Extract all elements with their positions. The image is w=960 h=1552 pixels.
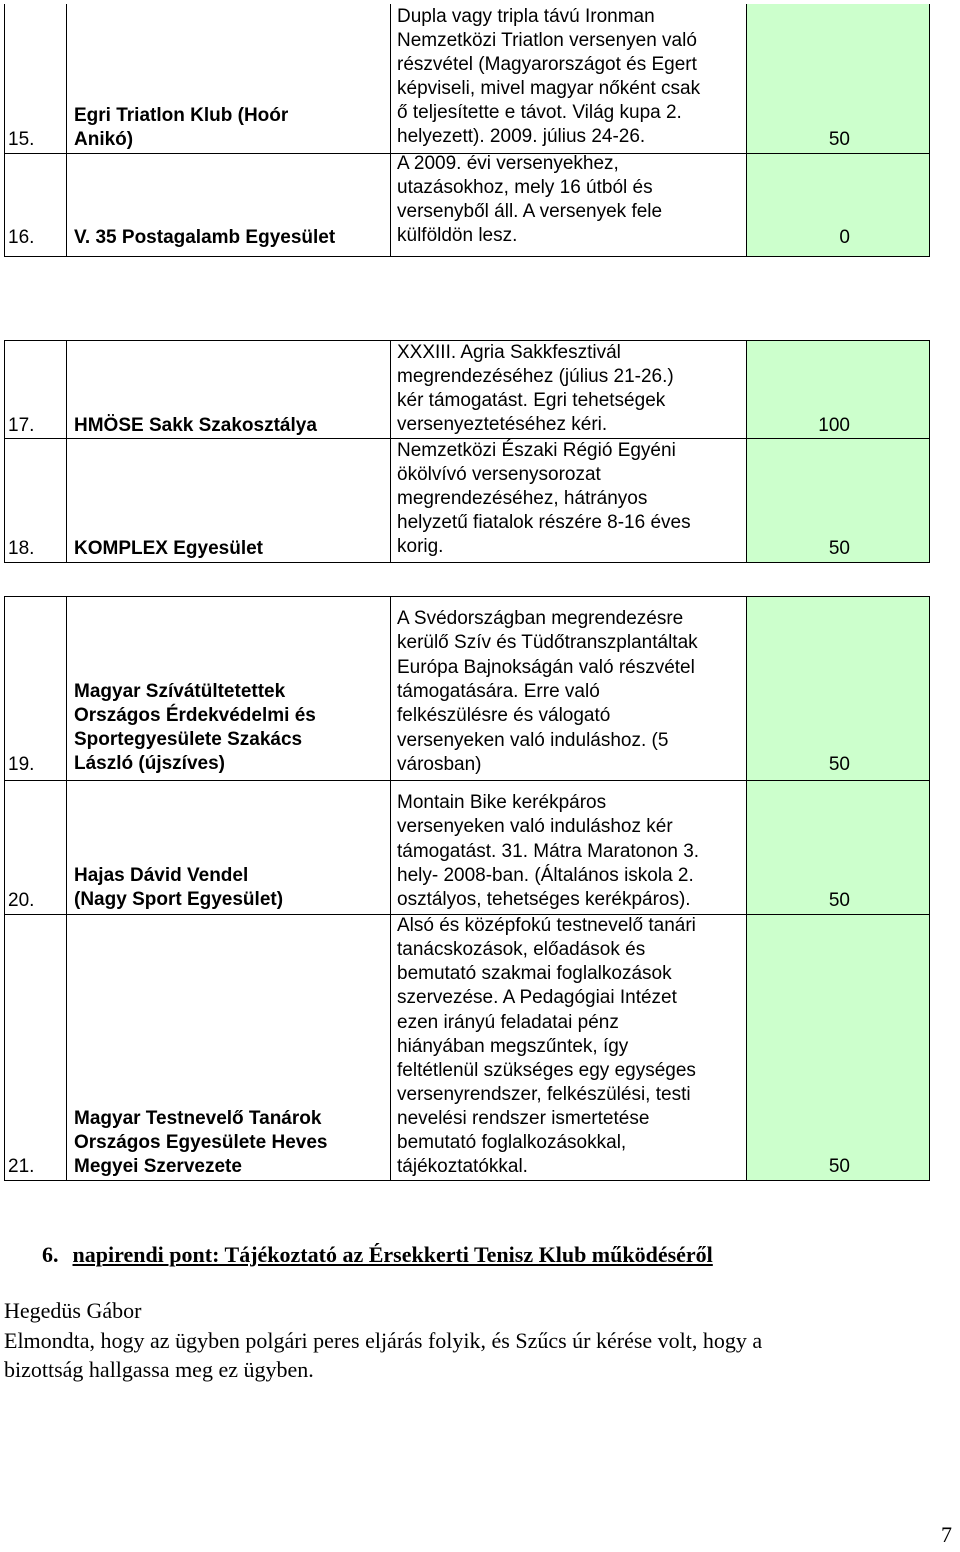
purpose-text: utazásokhoz, mely 16 útból és (397, 177, 653, 198)
purpose-text: korig. (397, 536, 444, 557)
row-number: 16. (8, 227, 35, 248)
purpose-text: hiányában megszűntek, így (397, 1036, 629, 1057)
organization-name: Magyar Szívátültetettek (74, 681, 286, 702)
purpose-text: támogatást. 31. Mátra Maratonon 3. (397, 841, 700, 862)
purpose-text: A 2009. évi versenyekhez, (397, 153, 619, 174)
purpose-text: ő teljesítette e távot. Világ kupa 2. (397, 102, 682, 123)
amount-value: 50 (828, 538, 850, 559)
purpose-text: osztályos, tehetséges kerékpáros). (397, 889, 691, 910)
amount-value: 50 (828, 754, 850, 775)
organization-name: Magyar Testnevelő Tanárok (74, 1108, 322, 1129)
purpose-text: támogatására. Erre való (397, 681, 600, 702)
organization-name: Anikó) (74, 129, 134, 150)
purpose-text: megrendezéséhez, hátrányos (397, 488, 648, 509)
organization-name: HMÖSE Sakk Szakosztálya (74, 415, 317, 436)
purpose-text: versenyeken való induláshoz. (5 (397, 730, 669, 751)
organization-name: V. 35 Postagalamb Egyesület (74, 227, 336, 248)
purpose-text: versenyből áll. A versenyek fele (397, 201, 663, 222)
organization-name: Sportegyesülete Szakács (74, 729, 303, 750)
purpose-text: képviseli, mivel magyar nőként csak (397, 78, 701, 99)
purpose-text: versenyeztetéséhez kéri. (397, 414, 608, 435)
organization-name: László (újszíves) (74, 753, 225, 774)
purpose-text: versenyrendszer, felkészülési, testi (397, 1084, 691, 1105)
speaker-name: Hegedüs Gábor (4, 1298, 142, 1323)
purpose-text: Nemzetközi Északi Régió Egyéni (397, 440, 676, 461)
purpose-text: ökölvívó versenysorozat (397, 464, 601, 485)
row-number: 15. (8, 129, 35, 150)
organization-name: KOMPLEX Egyesület (74, 538, 263, 559)
amount-value: 0 (839, 227, 850, 248)
agenda-item-heading (42, 1242, 713, 1268)
organization-name: (Nagy Sport Egyesület) (74, 889, 284, 910)
row-number: 20. (8, 890, 35, 911)
row-number: 18. (8, 538, 35, 559)
purpose-text: XXXIII. Agria Sakkfesztivál (397, 342, 621, 363)
purpose-text: nevelési rendszer ismertetése (397, 1108, 650, 1129)
purpose-text: szervezése. A Pedagógiai Intézet (397, 987, 677, 1008)
agenda-item-number: 6. (42, 1242, 59, 1267)
purpose-text: tájékoztatókkal. (397, 1156, 528, 1177)
purpose-text: versenyeken való induláshoz kér (397, 816, 673, 837)
purpose-text: Nemzetközi Triatlon versenyen való (397, 30, 697, 51)
row-number: 17. (8, 415, 35, 436)
amount-column-bg (746, 340, 930, 562)
organization-name: Megyei Szervezete (74, 1156, 242, 1177)
purpose-text: A Svédországban megrendezésre (397, 608, 684, 629)
organization-name: Országos Egyesülete Heves (74, 1132, 328, 1153)
amount-value: 100 (818, 415, 850, 436)
purpose-text: kér támogatást. Egri tehetségek (397, 390, 666, 411)
purpose-text: ezen irányú feladatai pénz (397, 1012, 619, 1033)
purpose-text: Montain Bike kerékpáros (397, 792, 607, 813)
purpose-text: Európa Bajnokságán való részvétel (397, 657, 695, 678)
purpose-text: külföldön lesz. (397, 225, 518, 246)
purpose-text: feltétlenül szükséges egy egységes (397, 1060, 696, 1081)
purpose-text: városban) (397, 754, 482, 775)
purpose-text: kerülő Szív és Tüdőtranszplantáltak (397, 632, 698, 653)
purpose-text: bemutató foglalkozásokkal, (397, 1132, 627, 1153)
amount-column-bg (746, 596, 930, 1180)
agenda-item-title: napirendi pont: Tájékoztató az Érsekkerti Tenisz Klub működéséről (72, 1242, 713, 1267)
purpose-text: bemutató szakmai foglalkozások (397, 963, 672, 984)
purpose-text: Dupla vagy tripla távú Ironman (397, 6, 655, 27)
page-number: 7 (941, 1522, 952, 1547)
row-number: 21. (8, 1156, 35, 1177)
purpose-text: helyezett). 2009. július 24-26. (397, 126, 646, 147)
purpose-text: felkészülésre és válogató (397, 705, 611, 726)
organization-name: Egri Triatlon Klub (Hoór (74, 105, 289, 126)
body-text-line: bizottság hallgassa meg ez ügyben. (4, 1357, 314, 1382)
body-text-line: Elmondta, hogy az ügyben polgári peres eljárás folyik, és Szűcs úr kérése volt, hogy a (4, 1328, 763, 1353)
organization-name: Hajas Dávid Vendel (74, 865, 249, 886)
purpose-text: hely- 2008-ban. (Általános iskola 2. (397, 865, 694, 886)
amount-value: 50 (828, 890, 850, 911)
amount-value: 50 (828, 1156, 850, 1177)
purpose-text: helyzetű fiatalok részére 8-16 éves (397, 512, 691, 533)
purpose-text: részvétel (Magyarországot és Egert (397, 54, 697, 75)
organization-name: Országos Érdekvédelmi és (74, 705, 316, 726)
amount-value: 50 (828, 129, 850, 150)
purpose-text: tanácskozások, előadások és (397, 939, 646, 960)
purpose-text: megrendezéséhez (július 21-26.) (397, 366, 674, 387)
purpose-text: Alsó és középfokú testnevelő tanári (397, 915, 696, 936)
row-number: 19. (8, 754, 35, 775)
